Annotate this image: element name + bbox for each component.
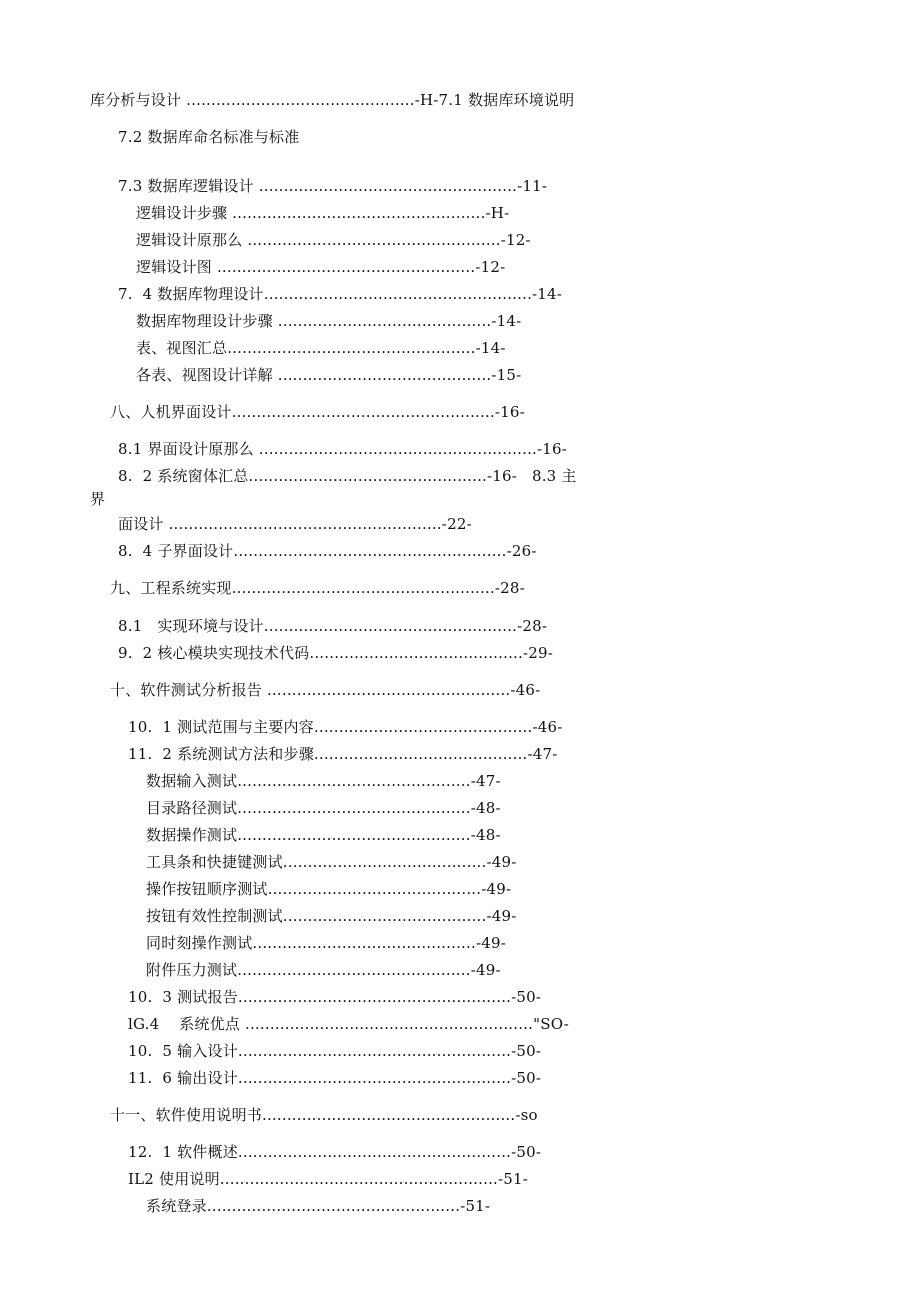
toc-line: 10. 5 输入设计.......................................................-50- <box>128 1042 542 1060</box>
toc-line: 附件压力测试...............................................-49- <box>146 961 501 979</box>
toc-line: 10. 3 测试报告.......................................................-50- <box>128 988 542 1006</box>
toc-line: 各表、视图设计详解 ...........................................-15- <box>136 366 522 384</box>
toc-line: 按钮有效性控制测试.........................................-49- <box>146 907 517 925</box>
toc-line: 7.2 数据库命名标准与标准 <box>118 128 300 146</box>
toc-line: IL2 使用说明........................................................-51- <box>128 1170 529 1188</box>
toc-line: 同时刻操作测试.............................................-49- <box>146 934 506 952</box>
toc-line: 十、软件测试分析报告 .................................................-46- <box>110 681 541 699</box>
toc-line: 11. 2 系统测试方法和步骤...........................................-47- <box>128 745 558 763</box>
toc-line: 界 <box>90 490 106 508</box>
toc-line: 表、视图汇总..................................................-14- <box>136 339 506 357</box>
toc-line: 数据库物理设计步骤 ...........................................-14- <box>136 312 522 330</box>
toc-line: 8.1 界面设计原那么 ........................................................-16- <box>118 440 568 458</box>
toc-line: 十一、软件使用说明书...................................................-so <box>110 1106 538 1124</box>
toc-line: 逻辑设计图 ....................................................-12- <box>136 258 506 276</box>
toc-line: 八、人机界面设计.....................................................-16- <box>110 403 525 421</box>
toc-line: 8. 2 系统窗体汇总................................................-16- 8.3 主 <box>118 467 577 485</box>
toc-line: 7.3 数据库逻辑设计 ....................................................-11- <box>118 177 548 195</box>
toc-line: lG.4 系统优点 .........................................................."SO- <box>128 1015 570 1033</box>
toc-line: 逻辑设计原那么 ...................................................-12- <box>136 231 531 249</box>
toc-line: 10. 1 测试范围与主要内容............................................-46- <box>128 718 563 736</box>
toc-line: 11. 6 输出设计.......................................................-50- <box>128 1069 542 1087</box>
toc-line: 8.1 实现环境与设计...................................................-28- <box>118 617 548 635</box>
toc-line: 9. 2 核心模块实现技术代码...........................................-29- <box>118 644 554 662</box>
toc-line: 7. 4 数据库物理设计......................................................-14- <box>118 285 563 303</box>
toc-line: 操作按钮顺序测试...........................................-49- <box>146 880 512 898</box>
toc-line: 库分析与设计 ..............................................-H-7.1 数据库环境说明 <box>90 91 575 109</box>
toc-line: 九、工程系统实现.....................................................-28- <box>110 579 525 597</box>
toc-line: 12. 1 软件概述.......................................................-50- <box>128 1143 542 1161</box>
toc-line: 工具条和快捷键测试.........................................-49- <box>146 853 517 871</box>
toc-line: 系统登录...................................................-51- <box>146 1197 491 1215</box>
toc-line: 数据输入测试...............................................-47- <box>146 772 501 790</box>
toc-line: 数据操作测试...............................................-48- <box>146 826 501 844</box>
toc-line: 目录路径测试...............................................-48- <box>146 799 501 817</box>
toc-line: 面设计 .......................................................-22- <box>118 515 472 533</box>
toc-line: 逻辑设计步骤 ...................................................-H- <box>136 204 510 222</box>
toc-line: 8. 4 子界面设计.......................................................-26- <box>118 542 537 560</box>
